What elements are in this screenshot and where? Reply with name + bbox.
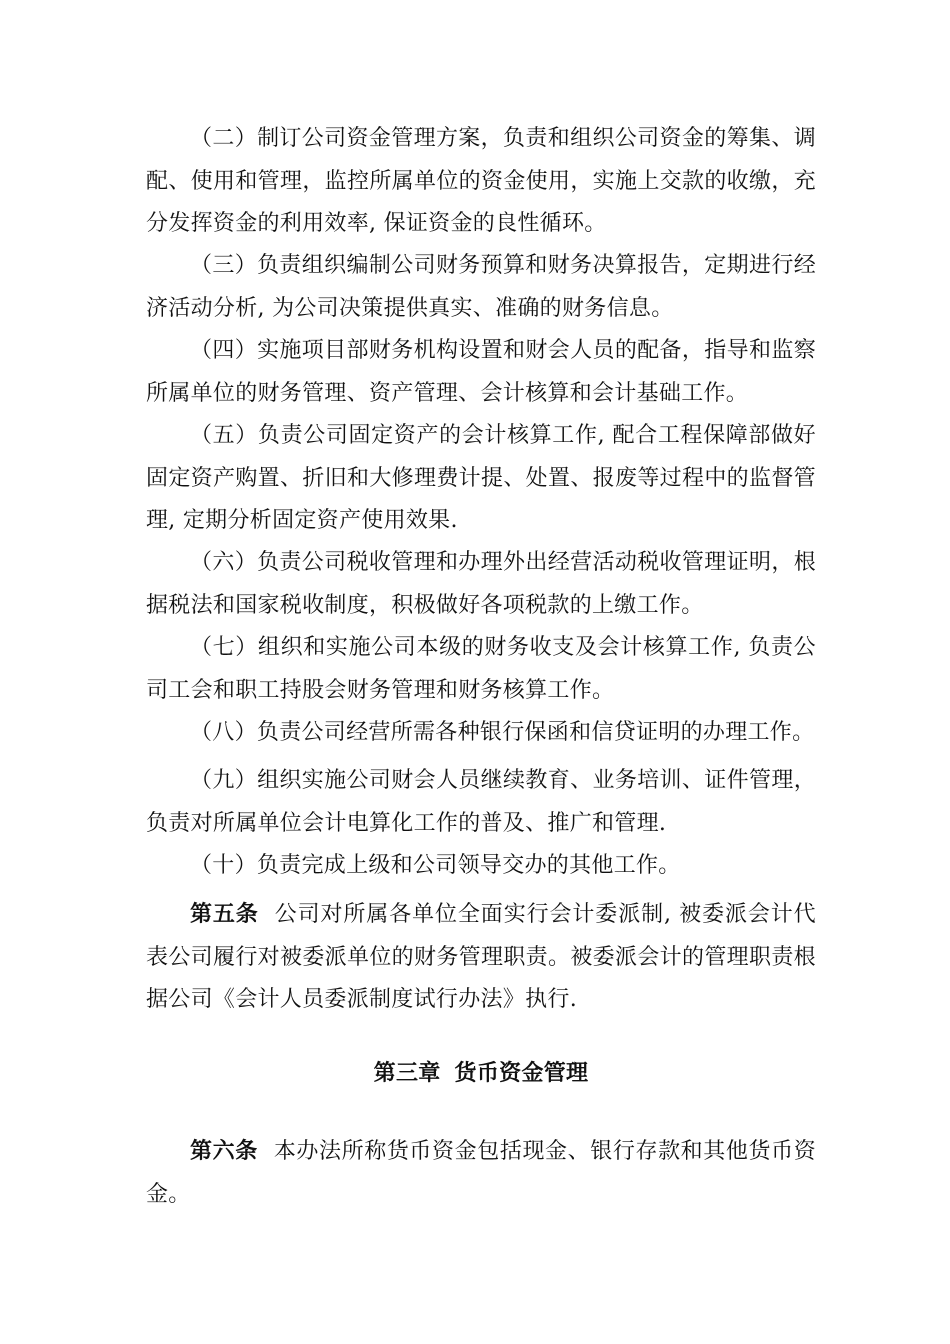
paragraph-item-8: （八）负责公司经营所需各种银行保函和信贷证明的办理工作。 bbox=[190, 720, 815, 745]
paragraph-item-3: （三）负责组织编制公司财务预算和财务决算报告，定期进行经济活动分析, 为公司决策提供真实、准确的财务信息。 bbox=[146, 253, 816, 321]
article-6-text: 本办法所称货币资金包括现金、银行存款和其他货币资金。 bbox=[146, 1139, 816, 1207]
paragraph-item-5: （五）负责公司固定资产的会计核算工作, 配合工程保障部做好固定资产购置、折旧和大修理费计提、处置、报废等过程中的监督管理, 定期分析固定资产使用效果. bbox=[146, 423, 816, 533]
chapter-heading bbox=[146, 1056, 816, 1090]
chapter-number: 第三章 bbox=[373, 1060, 441, 1086]
article-5 bbox=[146, 893, 816, 1022]
article-6-label: 第六条 bbox=[190, 1138, 258, 1164]
article-5-label: 第五条 bbox=[190, 901, 259, 927]
article-5-text: 公司对所属各单位全面实行会计委派制, 被委派会计代表公司履行对被委派单位的财务管理职责。被委派会计的管理职责根据公司《会计人员委派制度试行办法》执行. bbox=[146, 902, 816, 1012]
paragraph-item-7: （七）组织和实施公司本级的财务收支及会计核算工作, 负责公司工会和职工持股会财务管理和财务核算工作。 bbox=[146, 635, 816, 703]
paragraph-item-6: （六）负责公司税收管理和办理外出经营活动税收管理证明，根据税法和国家税收制度，积极做好各项税款的上缴工作。 bbox=[146, 550, 816, 618]
paragraph-item-4: （四）实施项目部财务机构设置和财会人员的配备，指导和监察所属单位的财务管理、资产管理、会计核算和会计基础工作。 bbox=[146, 338, 816, 406]
paragraph-item-10: （十）负责完成上级和公司领导交办的其他工作。 bbox=[190, 853, 681, 878]
article-6 bbox=[146, 1130, 816, 1216]
paragraph-item-2: （二）制订公司资金管理方案，负责和组织公司资金的筹集、调配、使用和管理，监控所属单位的资金使用，实施上交款的收缴，充分发挥资金的利用效率, 保证资金的良性循环。 bbox=[146, 126, 816, 236]
chapter-title: 货币资金管理 bbox=[454, 1060, 589, 1086]
paragraph-item-9: （九）组织实施公司财会人员继续教育、业务培训、证件管理，负责对所属单位会计电算化工作的普及、推广和管理. bbox=[146, 768, 816, 836]
